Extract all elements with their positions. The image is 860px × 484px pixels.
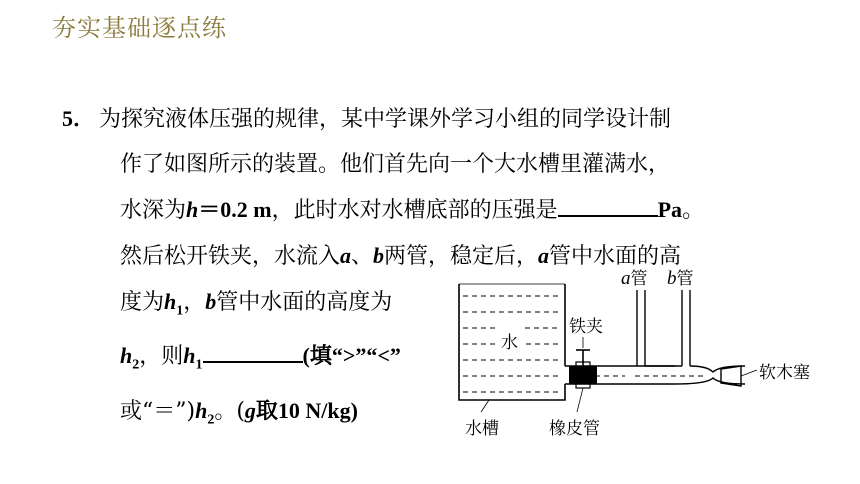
question-line-5: 度为$h_1$，b管中水面的高度为 bbox=[120, 289, 393, 319]
answer-blank-pressure[interactable] bbox=[558, 195, 658, 217]
label-tube-a: a管 bbox=[621, 268, 648, 289]
label-water: 水 bbox=[501, 333, 518, 353]
question-line-6: $h_2$，则$h_1$ (填“>”“<” bbox=[120, 343, 401, 373]
question-line-3: 水深为h＝0.2 m，此时水对水槽底部的压强是 Pa。 bbox=[120, 197, 705, 223]
label-tank: 水槽 bbox=[465, 419, 499, 439]
answer-blank-compare[interactable] bbox=[203, 341, 303, 363]
tube-a bbox=[637, 290, 645, 366]
question-line-7: 或“$=”)h_2$。(g取10 N/kg) bbox=[120, 397, 358, 428]
tube-b bbox=[682, 290, 690, 366]
question-line-1: 5． 为探究液体压强的规律，某中学课外学习小组的同学设计制 bbox=[62, 106, 672, 132]
label-clamp: 铁夹 bbox=[569, 317, 603, 337]
label-rubber-tube: 橡皮管 bbox=[549, 419, 600, 439]
question-number: 5． bbox=[62, 106, 96, 131]
rubber-tube bbox=[569, 366, 597, 384]
apparatus-figure bbox=[445, 262, 855, 452]
question-line-2: 作了如图所示的装置。他们首先向一个大水槽里灌满水， bbox=[120, 152, 671, 177]
question-line-4: 然后松开铁夹，水流入a、b两管，稳定后，a管中水面的高 bbox=[120, 243, 682, 269]
page-header-title: 夯实基础逐点练 bbox=[52, 14, 227, 42]
label-cork: 软木塞 bbox=[759, 363, 810, 383]
label-tube-b: b管 bbox=[667, 268, 694, 289]
